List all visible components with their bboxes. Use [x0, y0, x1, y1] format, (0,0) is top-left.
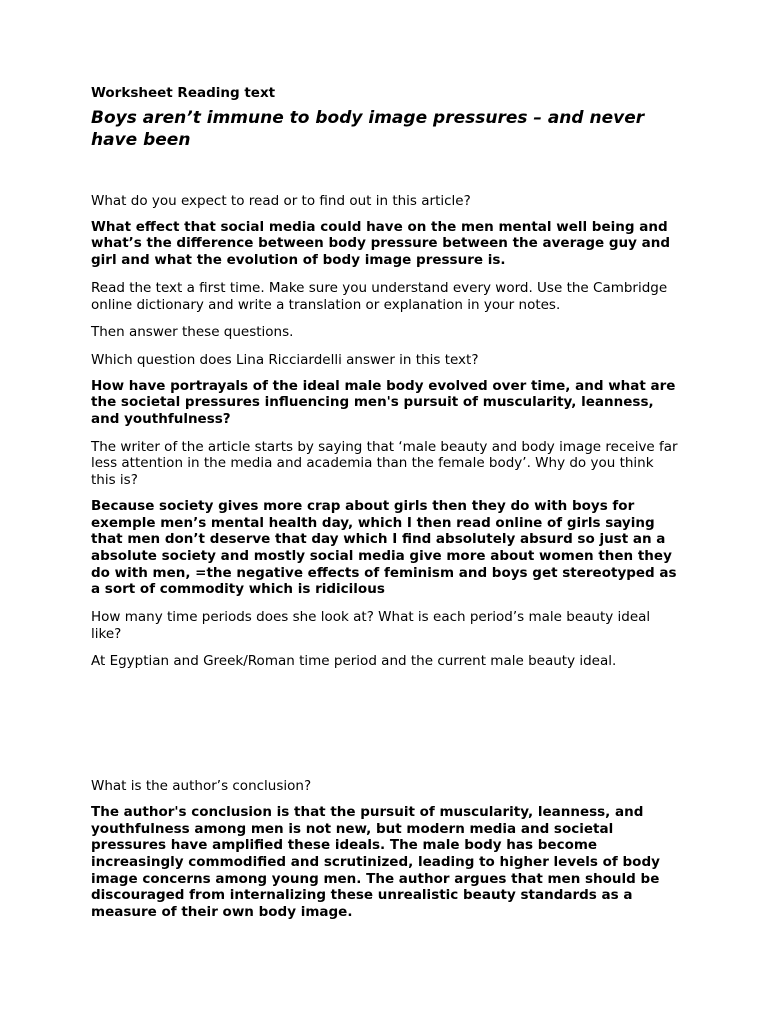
- question-lina-ricciardelli: Which question does Lina Ricciardelli answer in this text?: [91, 351, 479, 368]
- instruction-answer-questions: Then answer these questions.: [91, 324, 294, 341]
- worksheet-label: Worksheet Reading text: [91, 85, 276, 101]
- answer-why-less-attention: Because society gives more crap about girls then they do with boys for exemple men’s mental health day, which I then read online of girls saying that men don’t deserve that day which I find absolutely absurd so just an a absolute society and mostly social media give more about women then they do with men, =the negative effects of feminism and boys get stereotyped as a sort of commodity which is ridicilous: [91, 497, 677, 598]
- answer-lina-ricciardelli: How have portrayals of the ideal male body evolved over time, and what are the societal pressures influencing men's pursuit of muscularity, leanness, and youthfulness?: [91, 377, 676, 428]
- instruction-read-text: Read the text a first time. Make sure you understand every word. Use the Cambridge online dictionary and write a translation or explanation in your notes.: [91, 279, 668, 313]
- question-why-less-attention: The writer of the article starts by saying that ‘male beauty and body image receive far less attention in the media and academia than the female body’. Why do you think this is?: [91, 438, 678, 489]
- question-expectations: What do you expect to read or to find out in this article?: [91, 193, 471, 209]
- answer-expectations: What effect that social media could have on the men mental well being and what’s the difference between body pressure between the average guy and girl and what the evolution of body image pressure is.: [91, 218, 671, 269]
- question-time-periods: How many time periods does she look at? What is each period’s male beauty ideal like?: [91, 609, 651, 642]
- article-title: Boys aren’t immune to body image pressures – and never have been: [91, 108, 645, 150]
- answer-time-periods: At Egyptian and Greek/Roman time period and the current male beauty ideal.: [91, 653, 617, 670]
- question-conclusion: What is the author’s conclusion?: [91, 778, 312, 795]
- worksheet-page: [91, 84, 681, 921]
- answer-conclusion: The author's conclusion is that the pursuit of muscularity, leanness, and youthfulness among men is not new, but modern media and societal pressures have amplified these ideals. The male body has become increasingly commodified and scrutinized, leading to higher levels of body image concerns among young men. The author argues that men should be discouraged from internalizing these unrealistic beauty standards as a measure of their own body image.: [91, 803, 660, 921]
